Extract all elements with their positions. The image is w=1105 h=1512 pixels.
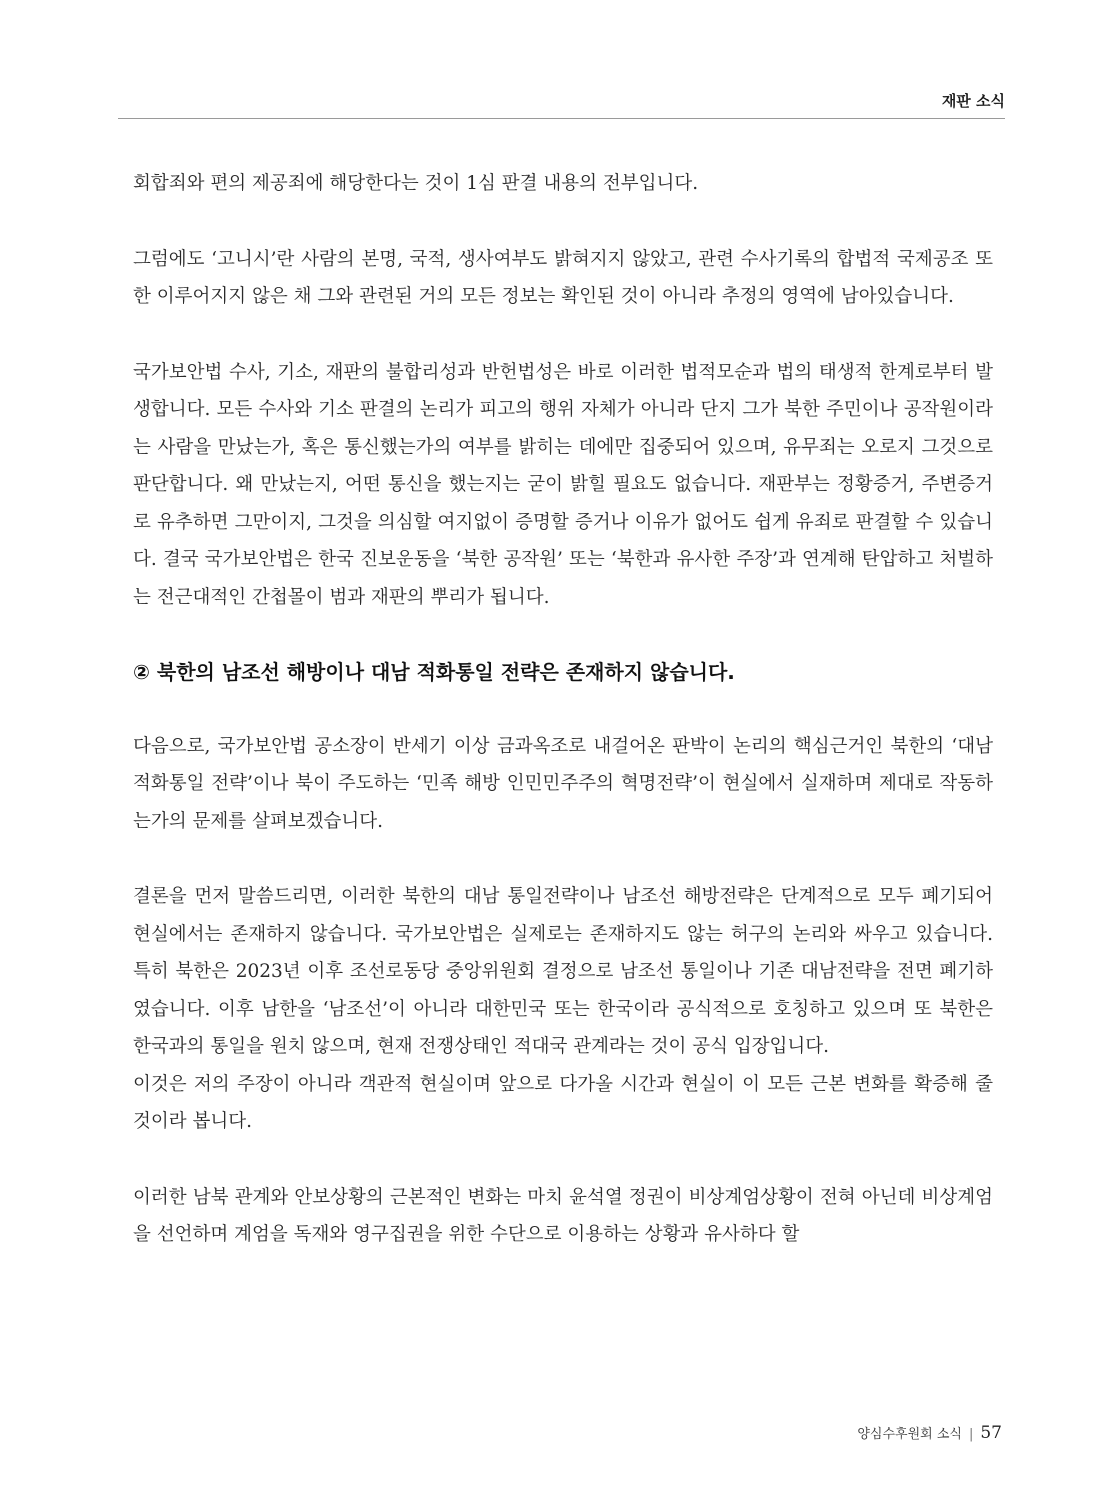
- footer-separator: |: [968, 1427, 974, 1442]
- paragraph-5: 결론을 먼저 말씀드리면, 이러한 북한의 대남 통일전략이나 남조선 해방전략은 단계적으로 모두 폐기되어 현실에서는 존재하지 않습니다. 국가보안법은 실제로는 존재하지도 않는 허구의 논리와 싸우고 있습니다. 특히 북한은 2023년 이후 조선로동당 중앙위원회 결정으로 남조선 통일이나 기존 대남전략을 전면 폐기하였습니다. 이후 남한을 ‘남조선’이 아니라 대한민국 또는 한국이라 공식적으로 호칭하고 있으며 또 북한은 한국과의 통일을 원치 않으며, 현재 전쟁상태인 적대국 관계라는 것이 공식 입장입니다.: [133, 886, 993, 1057]
- page-number: 57: [980, 1423, 1002, 1443]
- section-label: 재판 소식: [941, 92, 1005, 110]
- paragraph-4: 다음으로, 국가보안법 공소장이 반세기 이상 금과옥조로 내걸어온 판박이 논리의 핵심근거인 북한의 ‘대남 적화통일 전략’이나 북이 주도하는 ‘민족 해방 인민민주주의 혁명전략’이 현실에서 실재하며 제대로 작동하는가의 문제를 살펴보겠습니다.: [133, 735, 993, 832]
- article-body: [133, 165, 993, 1292]
- page-header: [118, 88, 1005, 119]
- paragraph-6: 이것은 저의 주장이 아니라 객관적 현실이며 앞으로 다가올 시간과 현실이 이 모든 근본 변화를 확증해 줄 것이라 봅니다.: [133, 1073, 993, 1132]
- paragraph-1: 회합죄와 편의 제공죄에 해당한다는 것이 1심 판결 내용의 전부입니다.: [133, 173, 699, 194]
- paragraph-7: 이러한 남북 관계와 안보상황의 근본적인 변화는 마치 윤석열 정권이 비상계엄상황이 전혀 아닌데 비상계엄을 선언하며 계엄을 독재와 영구집권을 위한 수단으로 이용하는 상황과 유사하다 할: [133, 1186, 993, 1245]
- section-heading: ② 북한의 남조선 해방이나 대남 적화통일 전략은 존재하지 않습니다.: [133, 660, 735, 684]
- page-footer: [857, 1423, 1002, 1443]
- paragraph-2: 그럼에도 ‘고니시’란 사람의 본명, 국적, 생사여부도 밝혀지지 않았고, 관련 수사기록의 합법적 국제공조 또한 이루어지지 않은 채 그와 관련된 거의 모든 정보는 확인된 것이 아니라 추정의 영역에 남아있습니다.: [133, 248, 993, 307]
- paragraph-3: 국가보안법 수사, 기소, 재판의 불합리성과 반헌법성은 바로 이러한 법적모순과 법의 태생적 한계로부터 발생합니다. 모든 수사와 기소 판결의 논리가 피고의 행위 자체가 아니라 단지 그가 북한 주민이나 공작원이라는 사람을 만났는가, 혹은 통신했는가의 여부를 밝히는 데에만 집중되어 있으며, 유무죄는 오로지 그것으로 판단합니다. 왜 만났는지, 어떤 통신을 했는지는 굳이 밝힐 필요도 없습니다. 재판부는 정황증거, 주변증거로 유추하면 그만이지, 그것을 의심할 여지없이 증명할 증거나 이유가 없어도 쉽게 유죄로 판결할 수 있습니다. 결국 국가보안법은 한국 진보운동을 ‘북한 공작원’ 또는 ‘북한과 유사한 주장’과 연계해 탄압하고 처벌하는 전근대적인 간첩몰이 범과 재판의 뿌리가 됩니다.: [133, 361, 993, 608]
- publication-name: 양심수후원회 소식: [857, 1427, 962, 1442]
